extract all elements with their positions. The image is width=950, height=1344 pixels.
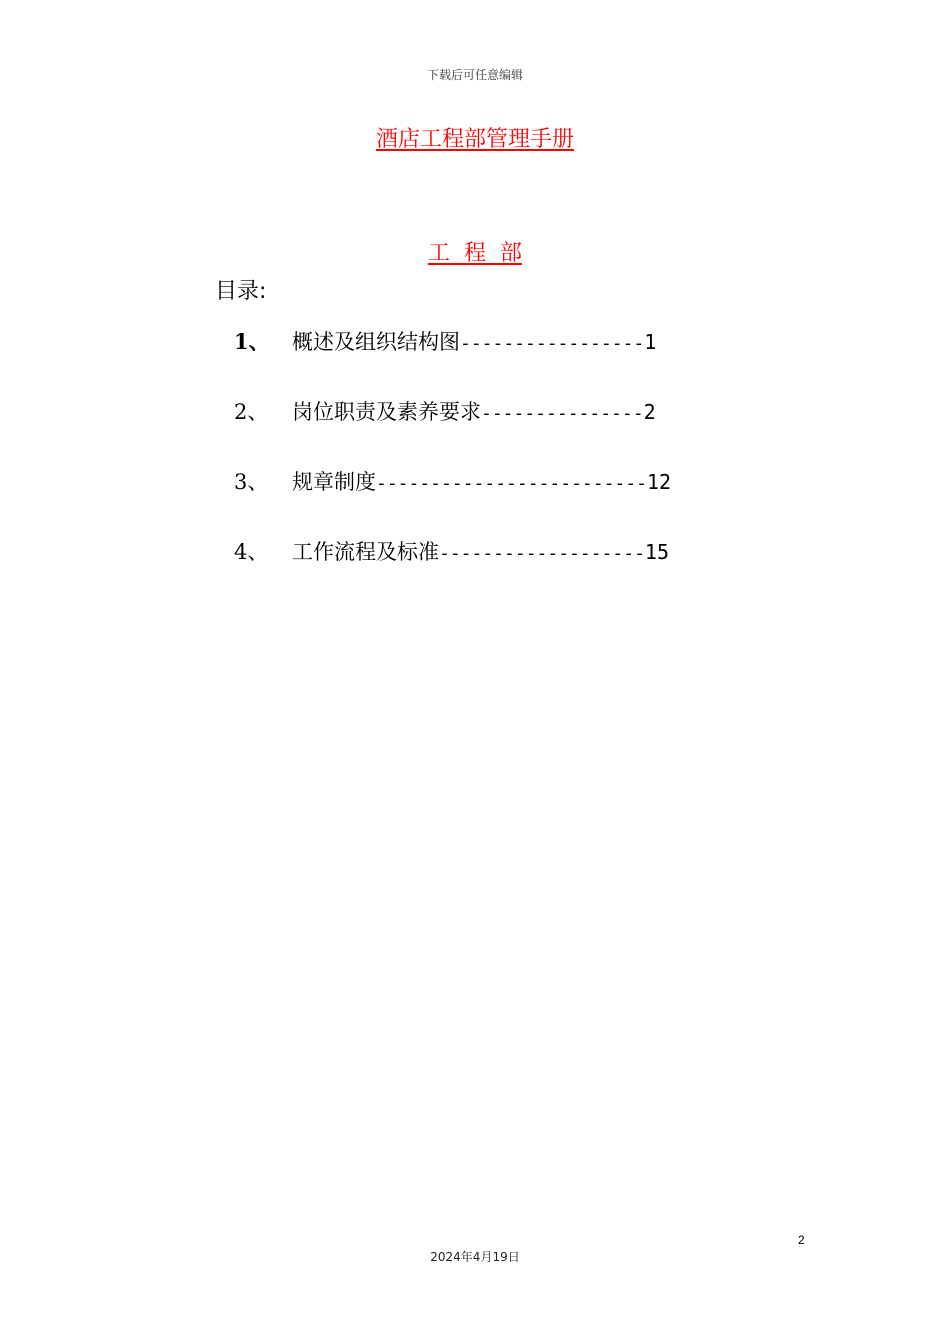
toc-item-1: [234, 326, 754, 396]
document-title: 酒店工程部管理手册: [375, 127, 574, 152]
toc-item-3: [234, 466, 754, 536]
toc-item-number: 1、: [234, 329, 270, 354]
page-number: 2: [798, 1233, 805, 1247]
toc-item-page: 12: [646, 470, 672, 494]
toc-item-leader: -----------------: [460, 333, 645, 354]
toc-item-leader: -------------------------: [376, 473, 647, 494]
table-of-contents: [234, 326, 754, 606]
toc-item-number: 3、: [234, 470, 269, 494]
header-note: 下载后可任意编辑: [426, 68, 523, 82]
toc-heading: 目录:: [215, 279, 267, 304]
toc-item-page: 1: [644, 330, 657, 354]
department-title: 工 程 部: [428, 241, 522, 266]
footer-date: 2024年4月19日: [430, 1250, 520, 1264]
toc-item-page: 2: [643, 400, 656, 424]
toc-item-page: 15: [644, 540, 669, 564]
toc-item-number: 2、: [234, 400, 269, 424]
toc-item-2: [234, 396, 754, 466]
toc-item-label: 规章制度: [292, 470, 376, 494]
toc-item-number: 4、: [234, 540, 269, 564]
toc-item-leader: ---------------: [481, 403, 644, 424]
toc-item-4: [234, 536, 754, 606]
toc-item-label: 概述及组织结构图: [292, 330, 460, 354]
toc-item-label: 岗位职责及素养要求: [292, 400, 481, 424]
toc-item-leader: -------------------: [439, 543, 645, 564]
toc-item-label: 工作流程及标准: [292, 540, 439, 564]
